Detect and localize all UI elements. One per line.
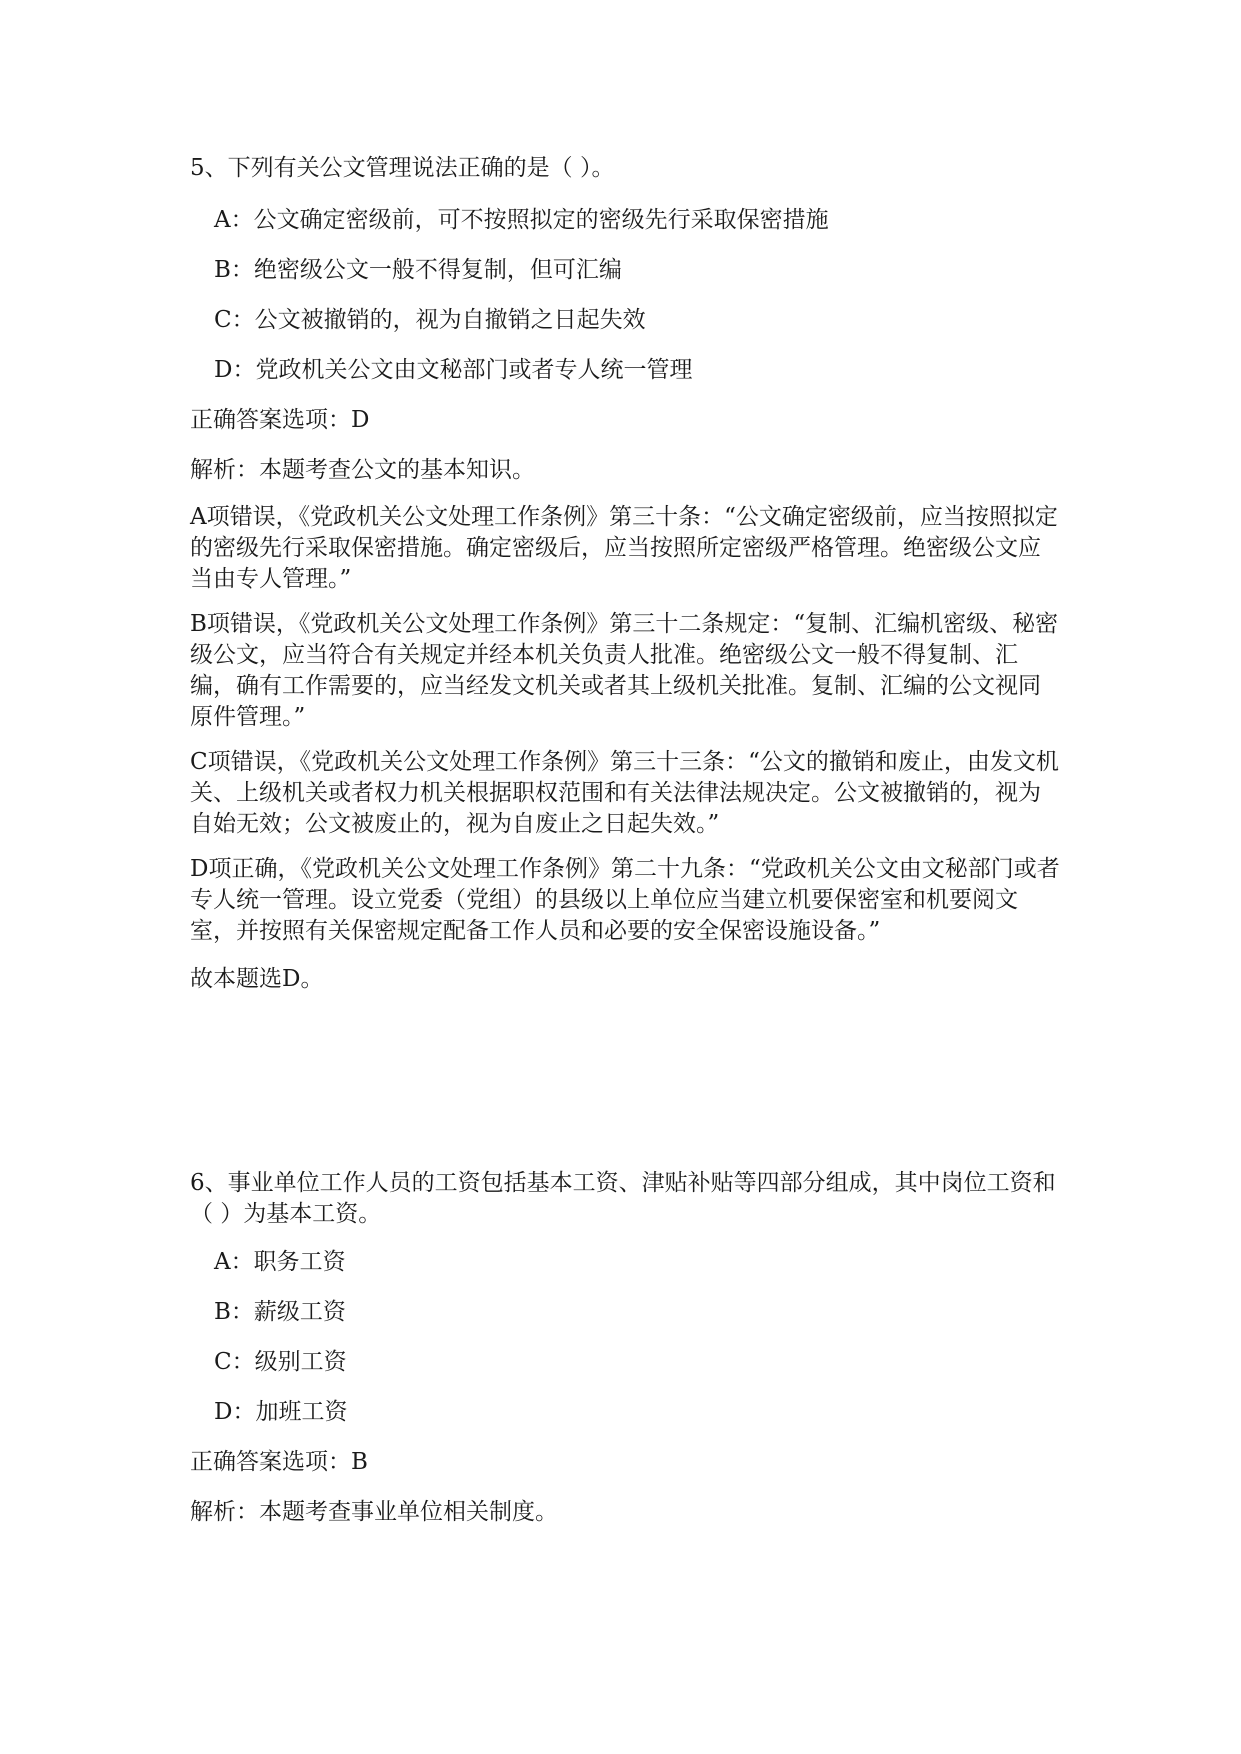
analysis-d: D项正确，《党政机关公文处理工作条例》第二十九条：“党政机关公文由文秘部门或者专人统一管理。设立党委（党组）的县级以上单位应当建立机要保密室和机要阅文室，并按照有关保密规定配备工作人员和必要的安全保密设施设备。” [190, 856, 1060, 944]
analysis-c: C项错误，《党政机关公文处理工作条例》第三十三条：“公文的撤销和废止，由发文机关、上级机关或者权力机关根据职权范围和有关法律法规决定。公文被撤销的，视为自始无效；公文被废止的，视为自废止之日起失效。” [190, 749, 1059, 837]
correct-answer: 正确答案选项：B [190, 1449, 368, 1475]
analysis-intro: 解析：本题考查公文的基本知识。 [190, 457, 535, 483]
analysis-b: B项错误，《党政机关公文处理工作条例》第三十二条规定：“复制、汇编机密级、秘密级公文，应当符合有关规定并经本机关负责人批准。绝密级公文一般不得复制、汇编，确有工作需要的，应当经发文机关或者其上级机关批准。复制、汇编的公文视同原件管理。” [190, 611, 1059, 730]
option-a: A：公文确定密级前，可不按照拟定的密级先行采取保密措施 [214, 207, 829, 233]
option-b: B：绝密级公文一般不得复制，但可汇编 [214, 257, 622, 283]
option-c: C：级别工资 [214, 1349, 347, 1375]
analysis-a: A项错误，《党政机关公文处理工作条例》第三十条：“公文确定密级前，应当按照拟定的密级先行采取保密措施。确定密级后，应当按照所定密级严格管理。绝密级公文应当由专人管理。” [190, 504, 1058, 592]
option-a: A：职务工资 [214, 1249, 346, 1275]
question-stem: 5、下列有关公文管理说法正确的是（ ）。 [190, 155, 615, 181]
conclusion: 故本题选D。 [190, 966, 324, 992]
question-stem: 6、事业单位工作人员的工资包括基本工资、津贴补贴等四部分组成，其中岗位工资和（ ）为基本工资。 [190, 1170, 1056, 1227]
correct-answer: 正确答案选项：D [190, 407, 370, 433]
question-5 [190, 150, 1060, 1011]
option-b: B：薪级工资 [214, 1299, 346, 1325]
option-d: D：加班工资 [214, 1399, 348, 1425]
option-d: D：党政机关公文由文秘部门或者专人统一管理 [214, 357, 693, 383]
analysis-intro: 解析：本题考查事业单位相关制度。 [190, 1499, 558, 1525]
option-c: C：公文被撤销的，视为自撤销之日起失效 [214, 307, 646, 333]
question-6 [190, 1168, 1060, 1544]
